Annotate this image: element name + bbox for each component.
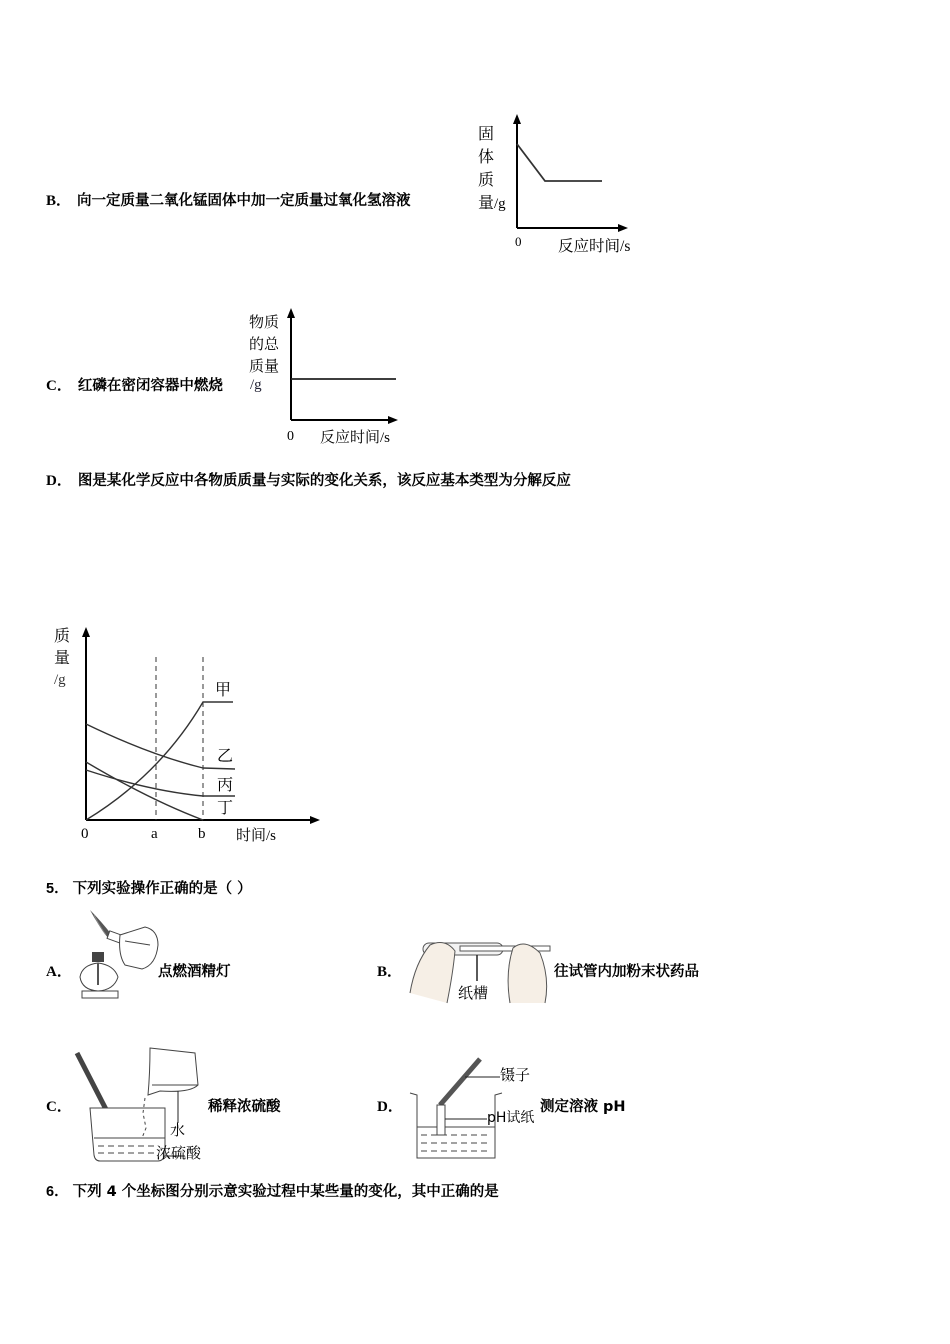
option-text: 向一定质量二氧化锰固体中加一定质量过氧化氢溶液	[77, 193, 411, 209]
conc-acid-callout: 浓硫酸	[156, 1144, 202, 1162]
question-6-stem: 6． 下列 4 个坐标图分别示意实验过程中某些量的变化，其中正确的是	[46, 1184, 499, 1200]
y-axis-label: 固 体 质 量/g	[478, 124, 506, 212]
graph-d	[40, 615, 340, 855]
q5-option-d-text: 测定溶液 pH	[540, 1099, 626, 1115]
paper-trough-callout: 纸槽	[458, 984, 489, 1002]
graph-d-plot	[40, 615, 340, 855]
option-c	[46, 374, 223, 395]
q5-option-b: B．	[377, 964, 403, 980]
graph-c	[240, 300, 410, 450]
option-letter: C．	[46, 378, 72, 394]
series-label-yi: 乙	[217, 746, 234, 765]
option-letter: B．	[46, 193, 72, 209]
tweezers-callout: 镊子	[500, 1066, 531, 1084]
q5-option-a-text: 点燃酒精灯	[158, 964, 231, 980]
y-unit: /g	[250, 377, 262, 393]
option-d	[46, 469, 571, 490]
option-letter: D．	[46, 473, 72, 489]
tick-b: b	[198, 826, 206, 842]
origin-label: 0	[515, 234, 522, 249]
q5-option-b-text: 往试管内加粉末状药品	[554, 964, 699, 980]
origin-label: 0	[81, 826, 89, 842]
ph-paper-callout: pH试纸	[487, 1110, 535, 1126]
series-label-bing: 丙	[217, 775, 234, 794]
x-axis-label: 反应时间/s	[558, 237, 631, 255]
question-5-stem: 5． 下列实验操作正确的是（ ）	[46, 881, 252, 897]
y-axis-label: 物质 的总 质量	[249, 313, 280, 375]
option-b	[46, 189, 411, 210]
x-axis-label: 时间/s	[236, 826, 277, 844]
series-label-ding: 丁	[217, 798, 234, 817]
y-axis-label: 质 量 /g	[54, 626, 71, 688]
tick-a: a	[151, 826, 158, 842]
water-callout: 水	[170, 1121, 186, 1139]
q5-option-c: C．	[46, 1099, 72, 1115]
q5-option-d: D．	[377, 1099, 403, 1115]
q5-option-a: A．	[46, 964, 72, 980]
q5-option-c-text: 稀释浓硫酸	[208, 1099, 281, 1115]
x-axis-label: 反应时间/s	[320, 428, 391, 446]
option-text: 图是某化学反应中各物质质量与实际的变化关系，该反应基本类型为分解反应	[77, 473, 571, 489]
origin-label: 0	[287, 429, 294, 444]
alcohol-lamp-figure	[70, 905, 170, 1005]
series-label-jia: 甲	[215, 680, 232, 699]
graph-b	[470, 110, 660, 270]
option-text: 红磷在密闭容器中燃烧	[77, 378, 223, 394]
